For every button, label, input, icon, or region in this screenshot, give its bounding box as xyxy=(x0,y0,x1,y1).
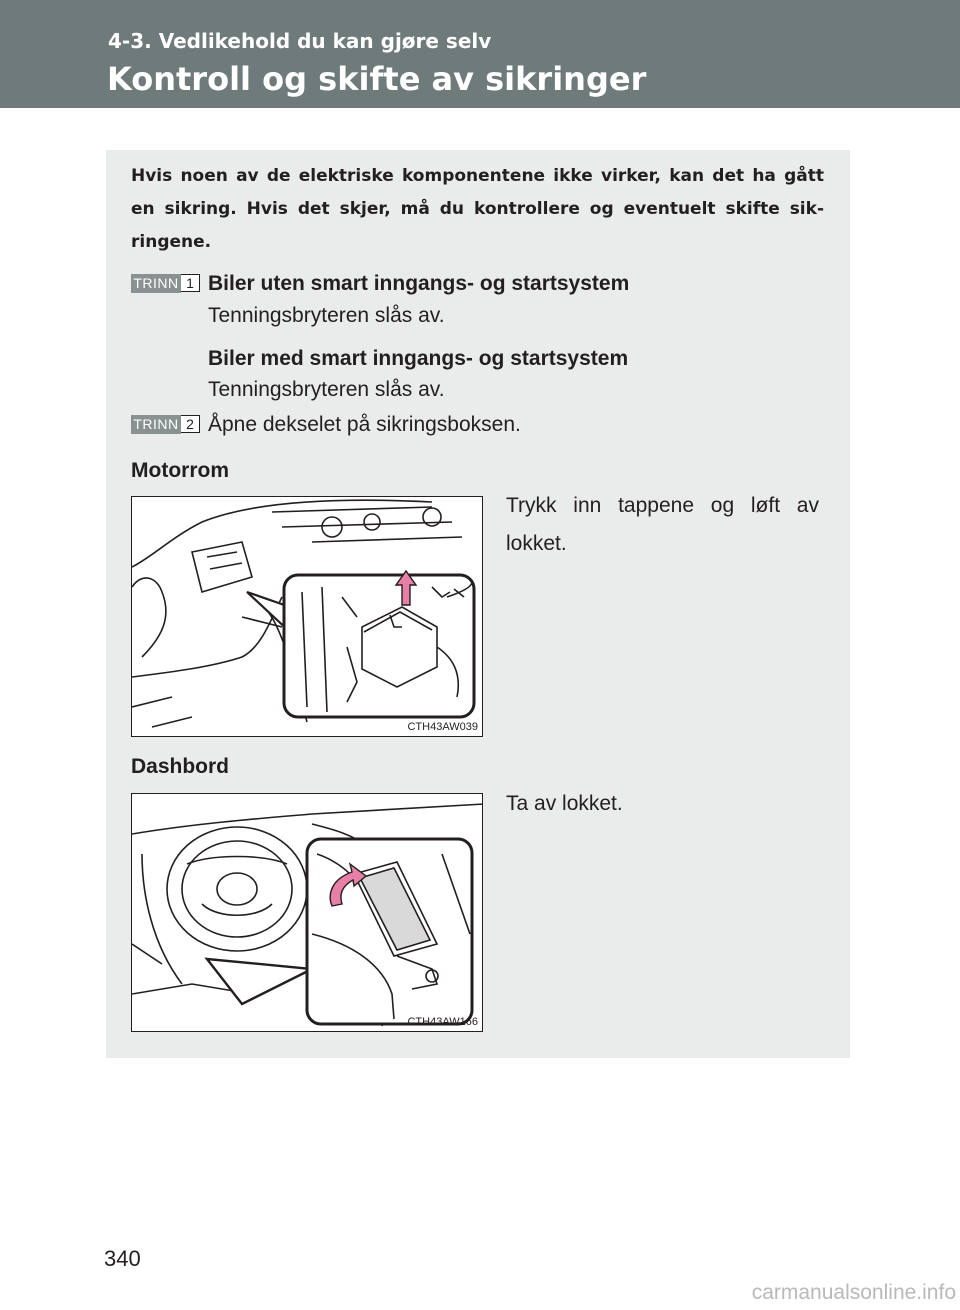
page-number: 340 xyxy=(104,1246,141,1271)
engine-room-drawing xyxy=(132,497,483,737)
page-title: Kontroll og skifte av sikringer xyxy=(107,60,647,98)
engine-room-description: Trykk inn tappene og løft av lokket. xyxy=(506,494,819,555)
page-header xyxy=(0,0,960,108)
dashboard-drawing xyxy=(132,794,483,1032)
step-1-badge xyxy=(131,274,200,293)
dashboard-illustration xyxy=(131,793,483,1032)
step-1-text-with-smart: Tenningsbryteren slås av. xyxy=(208,378,445,401)
step-badge-number: 2 xyxy=(181,415,200,433)
figure-code: CTH43AW166 xyxy=(407,1016,478,1028)
step-2-badge xyxy=(131,415,200,434)
section-title: 4-3. Vedlikehold du kan gjøre selv xyxy=(108,29,492,53)
step-1-heading-without-smart: Biler uten smart inngangs- og startsystem xyxy=(208,272,630,295)
figure-code: CTH43AW039 xyxy=(407,721,478,733)
step-2-text: Åpne dekselet på sikringsboksen. xyxy=(208,413,521,436)
dashboard-description: Ta av lokket. xyxy=(506,792,623,815)
step-badge-label: TRINN xyxy=(131,415,181,434)
step-1-text-without-smart: Tenningsbryteren slås av. xyxy=(208,304,445,327)
watermark-text: carmanualsonline.info xyxy=(751,1281,956,1304)
intro-paragraph: Hvis noen av de elektriske komponentene ikke virker, kan det ha gått en sikring. Hvis det skjer, må du kontrollere og eventuelt skifte sik-ringene. xyxy=(131,166,824,252)
step-badge-number: 1 xyxy=(181,274,200,292)
dashboard-heading: Dashbord xyxy=(131,755,230,778)
step-1-heading-with-smart: Biler med smart inngangs- og startsystem xyxy=(208,347,629,370)
engine-room-illustration xyxy=(131,496,483,737)
step-badge-label: TRINN xyxy=(131,274,181,293)
engine-room-heading: Motorrom xyxy=(131,459,229,482)
